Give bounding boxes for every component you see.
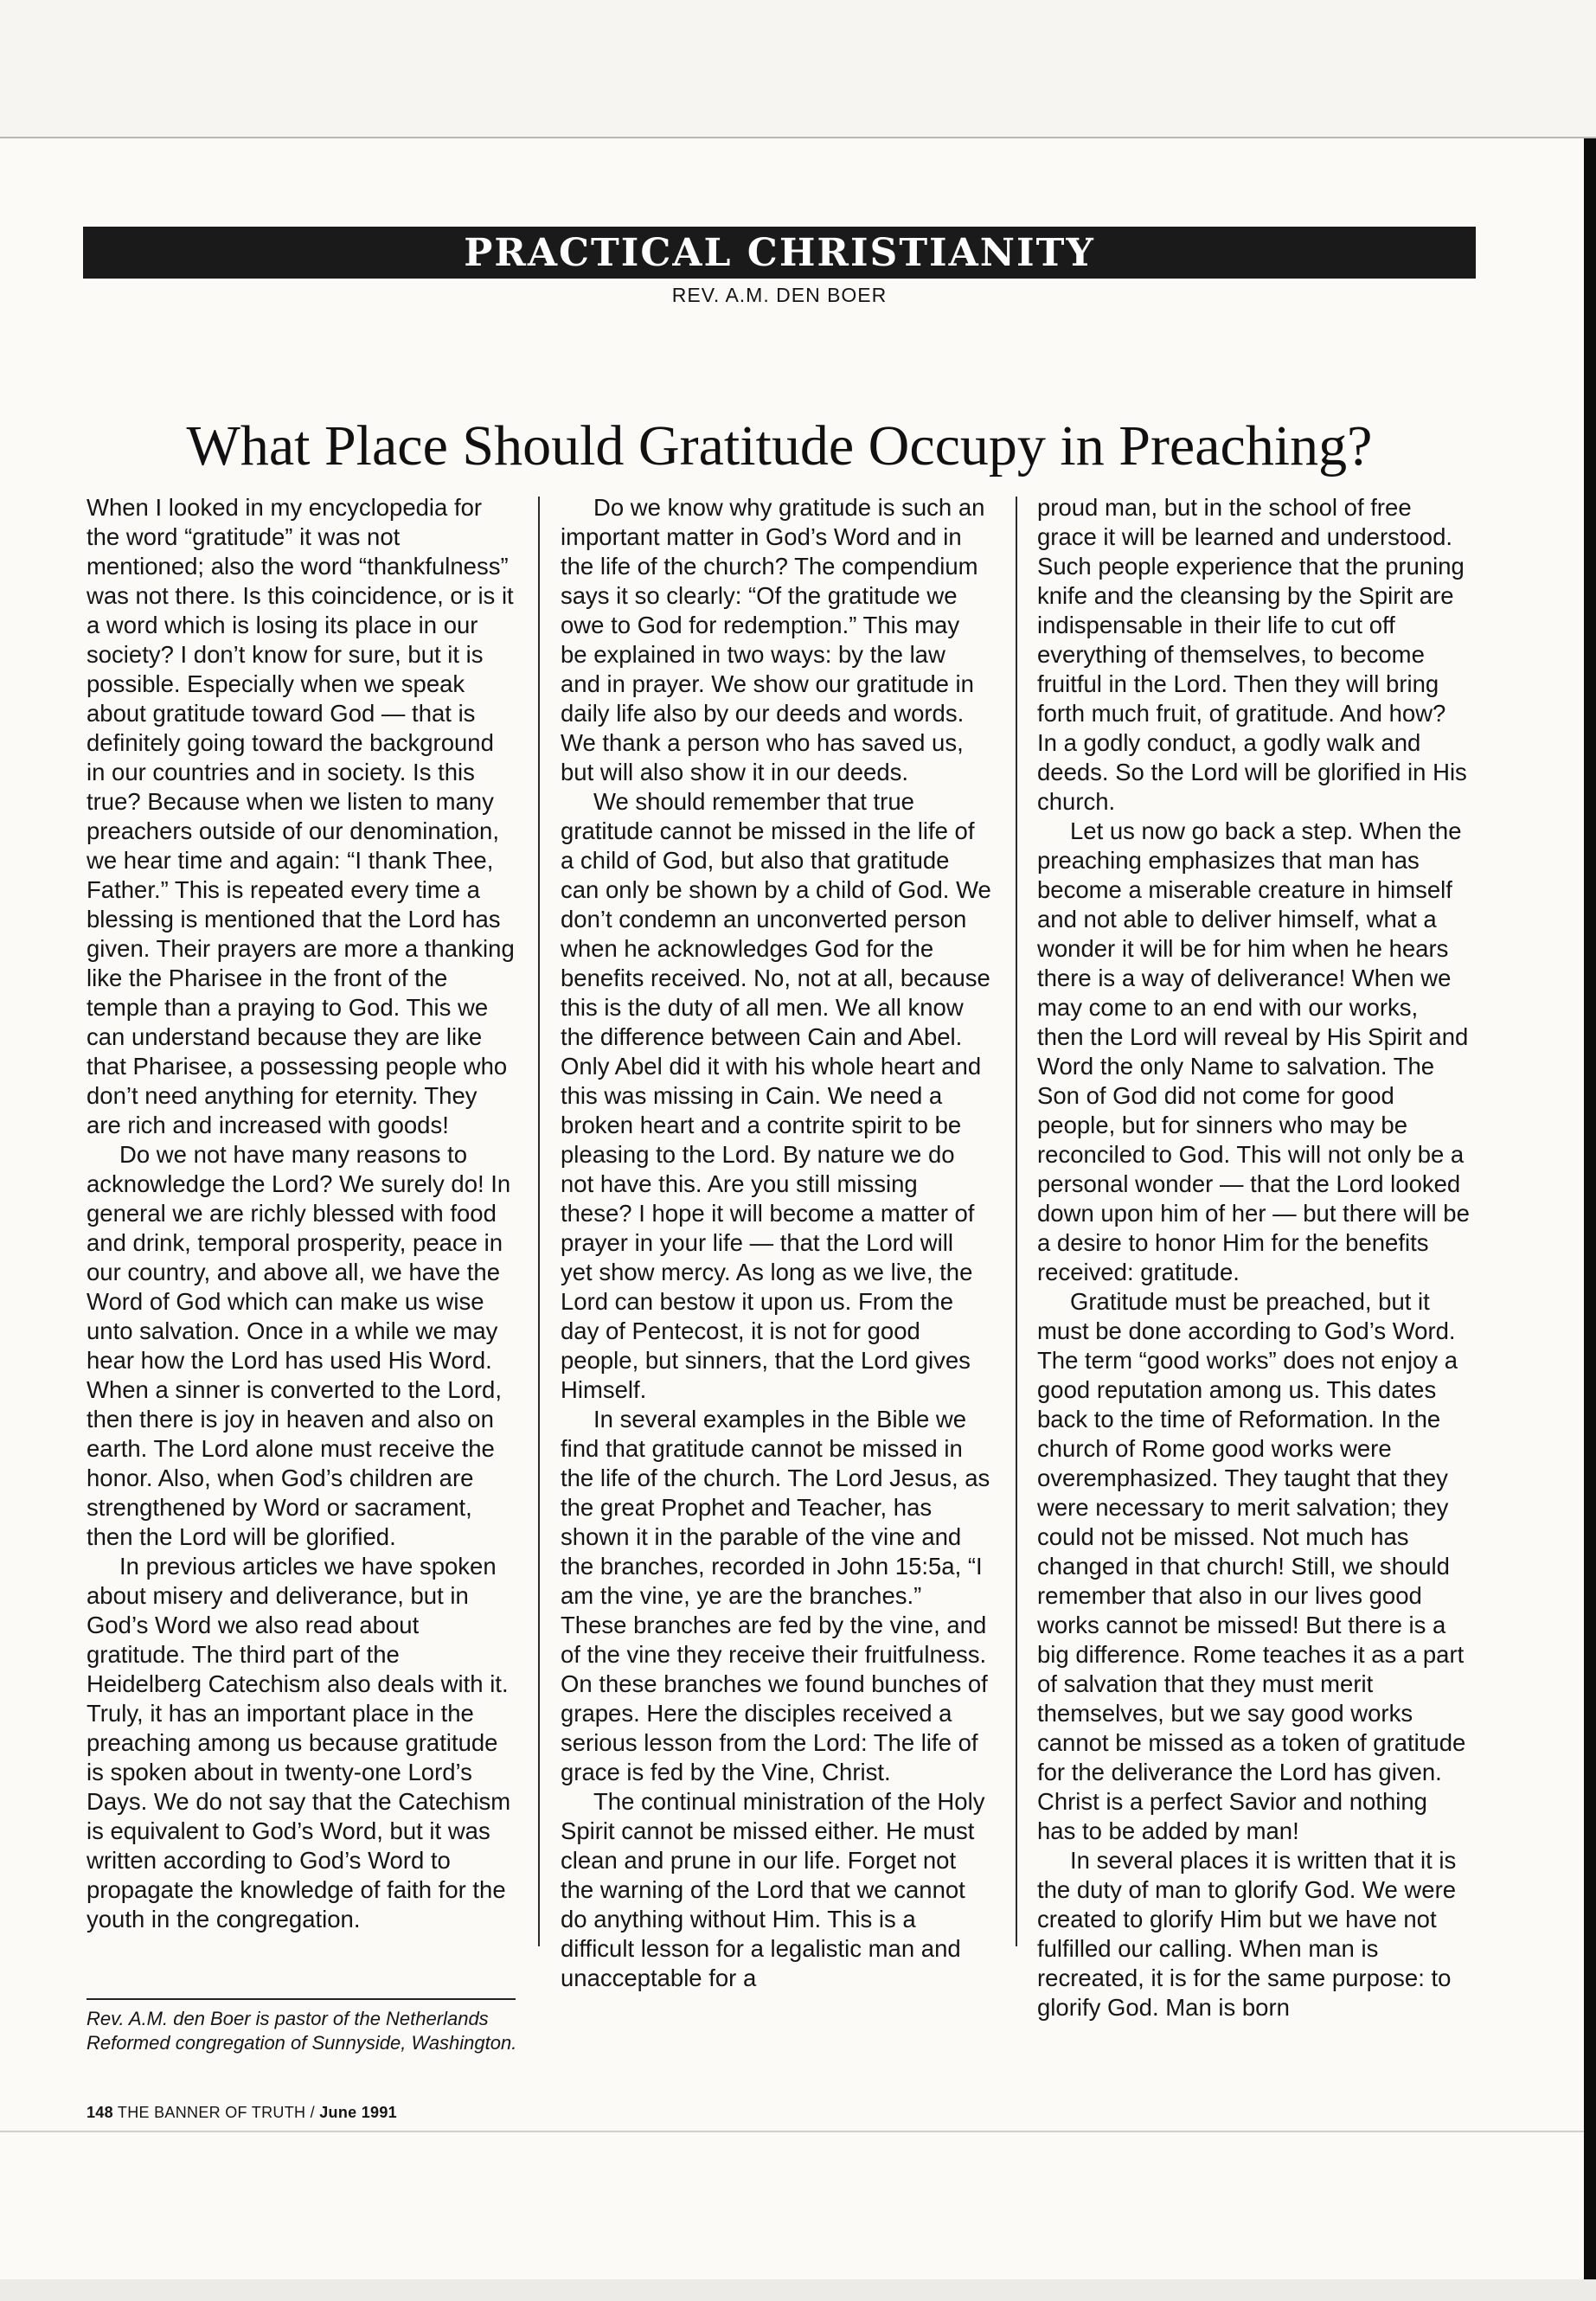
paragraph: Gratitude must be preached, but it must be done according to God’s Word. The term “good works” does not enjoy a good reputation among us. This dates back to the time of Reformation. In the church of Rome good works were overemphasized. They taught that they were necessary to merit salvation; they could not be missed. Not much has changed in that church! Still, we should remember that also in our lives good works cannot be missed! But there is a big difference. Rome teaches it as a part of salvation that they must merit themselves, but we say good works cannot be missed as a token of gratitude for the deliverance the Lord has given. Christ is a perfect Savior and nothing has to be added by man! — [1037, 1288, 1466, 1844]
article-title: What Place Should Gratitude Occupy in Preaching? — [186, 414, 1373, 478]
paragraph: In several examples in the Bible we find that gratitude cannot be missed in the life of the church. The Lord Jesus, as the great Prophet and Teacher, has shown it in the parable of the vine and the branches, recorded in John 15:5a, “I am the vine, ye are the branches.” These branches are fed by the vine, and of the vine they receive their fruitfulness. On these branches we found bunches of grapes. Here the disciples received a serious lesson from the Lord: The life of grace is fed by the Vine, Christ. — [561, 1406, 990, 1785]
column-divider — [538, 497, 540, 1946]
paragraph: In previous articles we have spoken about misery and deliverance, but in God’s Word we also read about gratitude. The third part of the Heidelberg Catechism also deals with it. Truly, it has an important place in the preaching among us because gratitude is spoken about in twenty-one Lord’s Days. We do not say that the Catechism is equivalent to God’s Word, but it was written according to God’s Word to propagate the knowledge of faith for the youth in the congregation. — [87, 1553, 511, 1932]
column-3 — [1037, 493, 1470, 2022]
paragraph: proud man, but in the school of free grace it will be learned and understood. Such people experience that the pruning knife and the cleansing by the Spirit are indispensable in their life to cut off everything of themselves, to become fruitful in the Lord. Then they will bring forth much fruit, of gratitude. And how? In a godly conduct, a godly walk and deeds. So the Lord will be glorified in His church. — [1037, 494, 1467, 815]
page-bottom-edge — [0, 2279, 1596, 2301]
paragraph: In several places it is written that it is the duty of man to glorify God. We were created to glorify Him but we have not fulfilled our calling. When man is recreated, it is for the same purpose: to glorify God. Man is born — [1037, 1847, 1457, 2021]
paragraph: The continual ministration of the Holy Spirit cannot be missed either. He must clean and prune in our life. Forget not the warning of the Lord that we cannot do anything without Him. This is a difficult lesson for a legalistic man and unacceptable for a — [561, 1788, 985, 1991]
footer-rule — [0, 2131, 1584, 2132]
page-footer — [87, 2104, 623, 2122]
paragraph: Do we not have many reasons to acknowledge the Lord? We surely do! In general we are richly blessed with food and drink, temporal prosperity, peace in our country, and above all, we have the Word of God which can make us wise unto salvation. Once in a while we may hear how the Lord has used His Word. When a sinner is converted to the Lord, then there is joy in heaven and also on earth. The Lord alone must receive the honor. Also, when God’s children are strengthened by Word or sacrament, then the Lord will be glorified. — [87, 1141, 511, 1550]
paragraph: We should remember that true gratitude cannot be missed in the life of a child of God, but also that gratitude can only be shown by a child of God. We don’t condemn an unconverted person when he acknowledges God for the benefits received. No, not at all, because this is the duty of all men. We all know the difference between Cain and Abel. Only Abel did it with his whole heart and this was missing in Cain. We need a broken heart and a contrite spirit to be pleasing to the Lord. By nature we do not have this. Are you still missing these? I hope it will become a matter of prayer in your life — that the Lord will yet show mercy. As long as we live, the Lord can bestow it upon us. From the day of Pentecost, it is not for good people, but sinners, that the Lord gives Himself. — [561, 788, 991, 1403]
page-number: 148 — [87, 2104, 113, 2121]
paragraph: When I looked in my encyclopedia for the word “gratitude” it was not mentioned; also the word “thankfulness” was not there. Is this coincidence, or is it a word which is losing its place in our society? I don’t know for sure, but it is possible. Especially when we speak about gratitude toward God — that is definitely going toward the background in our countries and in society. Is this true? Because when we listen to many preachers outside of our denomination, we hear time and again: “I thank Thee, Father.” This is repeated every time a blessing is mentioned that the Lord has given. Their prayers are more a thanking like the Pharisee in the front of the temple than a praying to God. This we can understand because they are like that Pharisee, a possessing people who don’t need anything for eternity. They are rich and increased with goods! — [87, 494, 515, 1138]
author-note: Rev. A.M. den Boer is pastor of the Netherlands Reformed congregation of Sunnyside, Washington. — [87, 2008, 517, 2054]
column-1 — [87, 493, 516, 1934]
author-note-rule — [87, 1998, 516, 2000]
author-byline: REV. A.M. DEN BOER — [671, 284, 888, 306]
column-2 — [561, 493, 991, 1993]
issue-date: June 1991 — [319, 2104, 397, 2121]
scan-right-edge — [1584, 138, 1596, 2279]
publication-name: THE BANNER OF TRUTH / — [117, 2104, 315, 2121]
paragraph: Let us now go back a step. When the preaching emphasizes that man has become a miserable creature in himself and not able to deliver himself, what a wonder it will be for him when he hears there is a way of deliverance! When we may come to an end with our works, then the Lord will reveal by His Spirit and Word the only Name to salvation. The Son of God did not come for good people, but for sinners who may be reconciled to God. This will not only be a personal wonder — that the Lord looked down upon him of her — but there will be a desire to honor Him for the benefits received: gratitude. — [1037, 817, 1470, 1285]
section-banner: PRACTICAL CHRISTIANITY — [83, 227, 1476, 279]
column-divider — [1016, 497, 1017, 1946]
paragraph: Do we know why gratitude is such an important matter in God’s Word and in the life of the church? The compendium says it so clearly: “Of the gratitude we owe to God for redemption.” This may be explained in two ways: by the law and in prayer. We show our gratitude in daily life also by our deeds and words. We thank a person who has saved us, but will also show it in our deeds. — [561, 494, 985, 785]
